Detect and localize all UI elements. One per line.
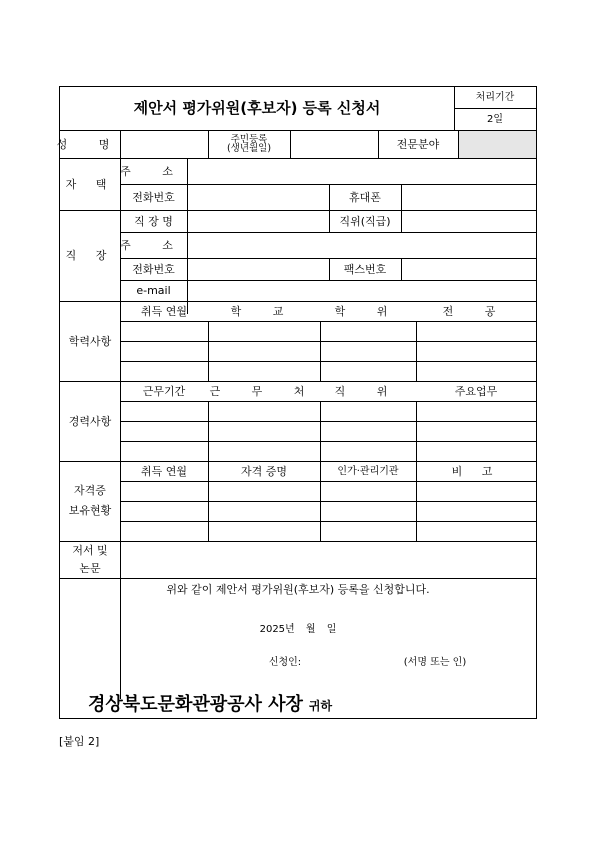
education-row[interactable] bbox=[121, 322, 536, 341]
publications-label-line2: 논문 bbox=[79, 561, 101, 575]
certificate-row[interactable] bbox=[121, 522, 536, 541]
education-row[interactable] bbox=[121, 342, 536, 361]
publications-field[interactable] bbox=[121, 542, 536, 577]
education-header-date: 취득 연월 bbox=[140, 304, 187, 318]
home-address-label: 주 소 bbox=[120, 164, 187, 178]
mobile-label: 휴대폰 bbox=[349, 190, 381, 204]
processing-period-label: 처리기간 bbox=[475, 92, 515, 103]
signature-label: (서명 또는 인) bbox=[403, 656, 467, 668]
home-address-field[interactable] bbox=[188, 159, 535, 183]
addressee: 경상북도문화관광공사 사장 bbox=[88, 694, 303, 715]
work-label: 직 장 bbox=[65, 249, 115, 262]
work-address-label: 주 소 bbox=[120, 238, 187, 252]
career-row[interactable] bbox=[121, 442, 536, 461]
certificate-label bbox=[60, 461, 120, 541]
resident-number-label bbox=[208, 130, 290, 158]
career-row[interactable] bbox=[121, 422, 536, 441]
application-form bbox=[56, 86, 537, 719]
education-header-degree: 학 위 bbox=[334, 304, 402, 318]
addressee-line bbox=[88, 691, 388, 719]
education-row[interactable] bbox=[121, 362, 536, 381]
career-header-workplace: 근 무 처 bbox=[209, 384, 319, 398]
resident-number-field[interactable] bbox=[291, 131, 377, 157]
certificate-header-name: 자격 증명 bbox=[240, 464, 287, 478]
workplace-label: 직 장 명 bbox=[134, 214, 173, 228]
name-field[interactable] bbox=[121, 131, 207, 157]
education-label: 학력사항 bbox=[68, 334, 112, 348]
work-phone-field[interactable] bbox=[188, 259, 328, 279]
resident-number-label-line1: 주민등록 bbox=[230, 134, 268, 145]
email-label: e-mail bbox=[136, 284, 171, 297]
career-header-period: 근무기간 bbox=[142, 384, 186, 398]
resident-number-label-line2: (생년월일) bbox=[226, 143, 272, 154]
applicant-label: 신청인: bbox=[268, 656, 302, 668]
certificate-header-authority: 인가·관리기관 bbox=[337, 465, 399, 477]
addressee-suffix: 귀하 bbox=[308, 699, 333, 713]
certificate-row[interactable] bbox=[121, 482, 536, 501]
position-label: 직위(직급) bbox=[339, 214, 391, 228]
form-title: 제안서 평가위원(후보자) 등록 신청서 bbox=[133, 99, 381, 117]
specialty-label: 전문분야 bbox=[396, 137, 440, 151]
date-line: 2025년 월 일 bbox=[259, 623, 337, 635]
specialty-field[interactable] bbox=[459, 131, 536, 158]
publications-label bbox=[60, 541, 120, 578]
certificate-label-line1: 자격증 bbox=[74, 484, 106, 497]
fax-field[interactable] bbox=[402, 259, 535, 279]
education-header-major: 전 공 bbox=[442, 304, 510, 318]
processing-period-value: 2일 bbox=[486, 113, 504, 125]
position-field[interactable] bbox=[402, 211, 535, 231]
name-label: 성 명 bbox=[56, 137, 124, 151]
work-phone-label: 전화번호 bbox=[132, 262, 175, 276]
career-label: 경력사항 bbox=[68, 414, 112, 428]
career-row[interactable] bbox=[121, 402, 536, 421]
mobile-field[interactable] bbox=[402, 185, 535, 209]
fax-label: 팩스번호 bbox=[343, 262, 387, 276]
declaration-text: 위와 같이 제안서 평가위원(후보자) 등록을 신청합니다. bbox=[166, 582, 430, 596]
applicant-name-field[interactable] bbox=[312, 652, 392, 672]
home-label: 자 택 bbox=[65, 177, 115, 191]
certificate-header-remarks: 비 고 bbox=[451, 464, 501, 478]
home-phone-field[interactable] bbox=[188, 185, 328, 209]
home-phone-label: 전화번호 bbox=[132, 190, 175, 204]
education-header-school: 학 교 bbox=[230, 304, 298, 318]
certificate-label-line2: 보유현황 bbox=[68, 504, 112, 517]
email-field[interactable] bbox=[188, 281, 535, 300]
career-header-position: 직 위 bbox=[334, 384, 402, 398]
attachment-label: [붙임 2] bbox=[59, 735, 100, 748]
career-header-duties: 주요업무 bbox=[454, 384, 498, 398]
certificate-header-date: 취득 연월 bbox=[140, 464, 187, 478]
work-address-field[interactable] bbox=[188, 233, 535, 257]
certificate-row[interactable] bbox=[121, 502, 536, 521]
publications-label-line1: 저서 및 bbox=[72, 543, 108, 557]
workplace-field[interactable] bbox=[188, 211, 328, 231]
